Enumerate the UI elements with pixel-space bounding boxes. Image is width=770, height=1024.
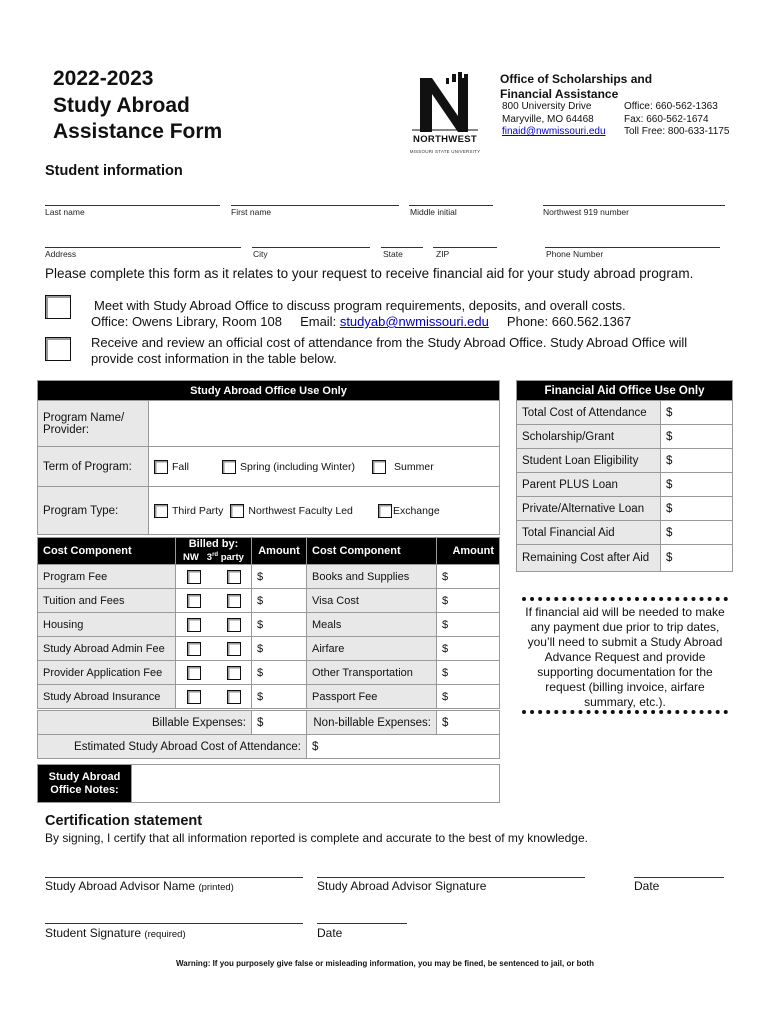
financial-aid-table <box>516 380 733 572</box>
address-label: Address <box>45 249 77 259</box>
col-amount-2: Amount <box>437 538 500 565</box>
nonbillable-total-label: Non-billable Expenses: <box>307 711 437 735</box>
nonbillable-amount-input[interactable] <box>437 661 500 685</box>
step2-checkbox[interactable] <box>45 337 71 361</box>
phone-number-field[interactable] <box>545 247 720 248</box>
billed-by-cell <box>176 613 252 637</box>
currency-sign: $ <box>442 666 449 679</box>
zip-field[interactable] <box>433 247 497 248</box>
billable-amount-input[interactable] <box>252 637 307 661</box>
term-fall-checkbox[interactable] <box>154 460 168 474</box>
last-name-field[interactable] <box>45 205 220 206</box>
currency-sign: $ <box>442 716 449 729</box>
intro-text: Please complete this form as it relates to your request to receive financial aid for your study abroad program. <box>45 266 694 281</box>
currency-sign: $ <box>257 690 264 703</box>
fa-row <box>517 497 733 521</box>
billed-by-cell <box>176 685 252 709</box>
study-abroad-table-top <box>37 380 500 535</box>
billed-by-title: Billed by: <box>188 537 239 550</box>
fa-amount-input[interactable] <box>661 497 733 521</box>
dotted-divider-top <box>522 597 728 601</box>
billable-item-label: Study Abroad Admin Fee <box>38 637 176 661</box>
currency-sign: $ <box>666 478 673 491</box>
middle-initial-field[interactable] <box>409 205 493 206</box>
fa-row-label: Total Cost of Attendance <box>517 401 661 425</box>
type-third-party-checkbox[interactable] <box>154 504 168 518</box>
nonbillable-item-label: Other Transportation <box>307 661 437 685</box>
billed-nw-checkbox[interactable] <box>187 666 201 680</box>
col-billed-by <box>176 538 252 565</box>
billable-total-label: Billable Expenses: <box>38 711 252 735</box>
nonbillable-item-label: Passport Fee <box>307 685 437 709</box>
advisor-date-field[interactable] <box>634 877 724 878</box>
dotted-divider-bottom <box>522 710 728 714</box>
currency-sign: $ <box>257 570 264 583</box>
city-field[interactable] <box>252 247 370 248</box>
nonbillable-amount-input[interactable] <box>437 613 500 637</box>
billable-amount-input[interactable] <box>252 589 307 613</box>
study-abroad-header: Study Abroad Office Use Only <box>38 381 500 401</box>
billable-amount-input[interactable] <box>252 613 307 637</box>
billable-item-label: Provider Application Fee <box>38 661 176 685</box>
step1-phone: Phone: 660.562.1367 <box>506 314 632 329</box>
step1-checkbox[interactable] <box>45 295 71 319</box>
northwest-919-label: Northwest 919 number <box>543 207 629 217</box>
notes-label-line: Study Abroad <box>48 770 121 783</box>
billable-amount-input[interactable] <box>252 685 307 709</box>
term-spring-label: Spring (including Winter) <box>239 460 355 473</box>
student-signature-note: (required) <box>144 929 186 940</box>
cost-row <box>38 685 500 709</box>
advisor-name-note: (printed) <box>198 882 234 893</box>
financial-aid-header: Financial Aid Office Use Only <box>517 381 733 401</box>
advance-request-note: If financial aid will be needed to make any payment due prior to trip dates, you’ll need to submit a Study Abroad Advance Request and provide supporting documentation for the request (billing invoice, airfare summary, etc.). <box>525 605 725 709</box>
estimated-cost-label: Estimated Study Abroad Cost of Attendance: <box>38 735 307 759</box>
billed-third-sup: rd <box>212 551 219 558</box>
notes-label-line: Office Notes: <box>50 783 119 796</box>
currency-sign: $ <box>442 690 449 703</box>
step1-email-label: Email: <box>300 314 337 329</box>
type-exchange-checkbox[interactable] <box>378 504 392 518</box>
nonbillable-item-label: Meals <box>307 613 437 637</box>
cost-row <box>38 565 500 589</box>
term-label: Term of Program: <box>38 447 149 487</box>
billable-item-label: Study Abroad Insurance <box>38 685 176 709</box>
billed-nw-label: NW <box>183 552 199 564</box>
cost-row <box>38 661 500 685</box>
notes-table <box>37 764 500 803</box>
billable-item-label: Program Fee <box>38 565 176 589</box>
billed-nw-checkbox[interactable] <box>187 642 201 656</box>
office-name <box>500 72 652 101</box>
student-signature-field[interactable] <box>45 923 303 924</box>
fa-row <box>517 473 733 497</box>
advisor-signature-field[interactable] <box>317 877 585 878</box>
term-summer-label: Summer <box>394 460 434 473</box>
program-name-label: Program Name/ Provider: <box>38 401 149 447</box>
billed-third-party-checkbox[interactable] <box>227 690 241 704</box>
type-third-party-label: Third Party <box>172 504 224 517</box>
billed-nw-checkbox[interactable] <box>187 690 201 704</box>
title-line: 2022-2023 <box>53 67 154 90</box>
col-cost-component: Cost Component <box>38 538 176 565</box>
term-summer-checkbox[interactable] <box>372 460 386 474</box>
fa-amount-input[interactable] <box>661 425 733 449</box>
student-signature-text: Student Signature <box>45 926 142 940</box>
fa-row <box>517 545 733 572</box>
nonbillable-amount-input[interactable] <box>437 637 500 661</box>
state-field[interactable] <box>381 247 423 248</box>
office-phones <box>624 101 729 139</box>
form-title <box>53 66 222 146</box>
type-exchange-label: Exchange <box>392 504 440 517</box>
nonbillable-item-label: Books and Supplies <box>307 565 437 589</box>
nonbillable-item-label: Visa Cost <box>307 589 437 613</box>
cost-row <box>38 589 500 613</box>
northwest-919-field[interactable] <box>543 205 725 206</box>
advisor-signature-label: Study Abroad Advisor Signature <box>317 879 487 893</box>
student-date-label: Date <box>317 926 343 940</box>
fa-row-label: Scholarship/Grant <box>517 425 661 449</box>
col-cost-component-2: Cost Component <box>307 538 437 565</box>
billed-by-cell <box>176 589 252 613</box>
step2-text: Receive and review an official cost of attendance from the Study Abroad Office. Study Abroad Office will provide cost information in the table below. <box>91 335 688 366</box>
fa-amount-input[interactable] <box>661 521 733 545</box>
currency-sign: $ <box>666 406 673 419</box>
currency-sign: $ <box>666 430 673 443</box>
step1-office: Office: Owens Library, Room 108 <box>91 314 282 329</box>
title-line: Assistance Form <box>53 120 223 143</box>
notes-label <box>38 765 132 803</box>
advisor-date-label: Date <box>634 879 660 893</box>
currency-sign: $ <box>442 642 449 655</box>
fa-amount-input[interactable] <box>661 401 733 425</box>
type-faculty-led-label: Northwest Faculty Led <box>248 504 353 517</box>
advisor-name-field[interactable] <box>45 877 303 878</box>
fa-row-label: Total Financial Aid <box>517 521 661 545</box>
fa-amount-input[interactable] <box>661 473 733 497</box>
billed-nw-checkbox[interactable] <box>187 594 201 608</box>
nonbillable-amount-input[interactable] <box>437 685 500 709</box>
office-email-link[interactable]: finaid@nwmissouri.edu <box>502 126 606 137</box>
city-label: City <box>253 249 268 259</box>
cost-row <box>38 613 500 637</box>
certification-title: Certification statement <box>45 813 203 829</box>
currency-sign: $ <box>442 570 449 583</box>
term-options <box>149 447 500 487</box>
nonbillable-total-input[interactable] <box>437 711 500 735</box>
state-label: State <box>383 249 403 259</box>
zip-label: ZIP <box>436 249 450 259</box>
currency-sign: $ <box>257 716 264 729</box>
first-name-field[interactable] <box>231 205 399 206</box>
cost-table <box>37 537 500 709</box>
term-spring-checkbox[interactable] <box>222 460 236 474</box>
term-fall-label: Fall <box>172 460 189 473</box>
student-signature-label <box>45 926 186 940</box>
notes-input[interactable] <box>132 765 500 803</box>
phone-line: Office: 660-562-1363 <box>624 101 718 112</box>
address-line: 800 University Drive <box>502 101 592 112</box>
step1-contact <box>91 314 734 330</box>
fa-row <box>517 401 733 425</box>
totals-table <box>37 710 500 759</box>
billable-total-input[interactable] <box>252 711 307 735</box>
fa-row <box>517 449 733 473</box>
currency-sign: $ <box>666 552 673 564</box>
fa-row-label: Private/Alternative Loan <box>517 497 661 521</box>
address-field[interactable] <box>45 247 241 248</box>
billable-item-label: Tuition and Fees <box>38 589 176 613</box>
billed-third-party-checkbox[interactable] <box>227 594 241 608</box>
address-line: Maryville, MO 64468 <box>502 113 594 125</box>
currency-sign: $ <box>666 526 673 539</box>
logo-subtext: MISSOURI STATE UNIVERSITY <box>409 149 481 154</box>
currency-sign: $ <box>257 594 264 607</box>
currency-sign: $ <box>442 618 449 631</box>
col-amount: Amount <box>252 538 307 565</box>
title-line: Study Abroad <box>53 93 190 117</box>
currency-sign: $ <box>442 594 449 607</box>
student-info-title: Student information <box>45 163 183 179</box>
logo-wordmark: NORTHWEST <box>413 134 477 145</box>
billed-third-word: party <box>220 552 244 564</box>
currency-sign: $ <box>257 618 264 631</box>
program-name-input[interactable] <box>149 401 500 447</box>
middle-initial-label: Middle initial <box>410 207 457 217</box>
office-name-line: Office of Scholarships and <box>500 72 653 86</box>
warning-text: Warning: If you purposely give false or misleading information, you may be fined, be sentenced to jail, or both <box>176 959 594 968</box>
billable-amount-input[interactable] <box>252 565 307 589</box>
advisor-name-label <box>45 879 234 893</box>
currency-sign: $ <box>666 454 673 467</box>
cost-row <box>38 637 500 661</box>
type-faculty-led-checkbox[interactable] <box>230 504 244 518</box>
currency-sign: $ <box>257 642 264 655</box>
billed-by-subtitle <box>176 550 251 563</box>
billed-nw-checkbox[interactable] <box>187 570 201 584</box>
type-options <box>149 487 500 535</box>
first-name-label: First name <box>231 207 272 217</box>
billable-amount-input[interactable] <box>252 661 307 685</box>
step1-line: Meet with Study Abroad Office to discuss program requirements, deposits, and overall costs. <box>94 298 626 313</box>
phone-line: Fax: 660-562-1674 <box>624 113 709 125</box>
billed-by-cell <box>176 565 252 589</box>
billed-nw-checkbox[interactable] <box>187 618 201 632</box>
nonbillable-amount-input[interactable] <box>437 565 500 589</box>
fa-row <box>517 425 733 449</box>
phone-line: Toll Free: 800-633-1175 <box>624 126 730 137</box>
billed-by-cell <box>176 637 252 661</box>
estimated-cost-input[interactable] <box>307 735 500 759</box>
billable-item-label: Housing <box>38 613 176 637</box>
billed-by-cell <box>176 661 252 685</box>
nonbillable-amount-input[interactable] <box>437 589 500 613</box>
fa-row-label: Parent PLUS Loan <box>517 473 661 497</box>
billed-third-num: 3 <box>206 552 213 564</box>
fa-row-label: Student Loan Eligibility <box>517 449 661 473</box>
currency-sign: $ <box>257 666 264 679</box>
currency-sign: $ <box>666 502 673 515</box>
billed-third-party-checkbox[interactable] <box>227 642 241 656</box>
office-name-line: Financial Assistance <box>500 86 619 101</box>
student-date-field[interactable] <box>317 923 407 924</box>
step1-text <box>91 298 734 330</box>
fa-amount-input[interactable] <box>661 545 733 572</box>
advisor-name-text: Study Abroad Advisor Name <box>45 879 196 893</box>
certification-statement: By signing, I certify that all information reported is complete and accurate to the best of my knowledge. <box>45 831 588 845</box>
nonbillable-item-label: Airfare <box>307 637 437 661</box>
program-type-label: Program Type: <box>38 487 149 535</box>
fa-amount-input[interactable] <box>661 449 733 473</box>
billed-third-party-checkbox[interactable] <box>227 666 241 680</box>
last-name-label: Last name <box>45 207 85 217</box>
currency-sign: $ <box>312 740 319 753</box>
study-abroad-email-link[interactable]: studyab@nwmissouri.edu <box>339 314 489 329</box>
phone-number-label: Phone Number <box>546 249 604 259</box>
billed-third-party-checkbox[interactable] <box>227 570 241 584</box>
fa-row <box>517 521 733 545</box>
office-address <box>502 101 606 139</box>
billed-third-party-checkbox[interactable] <box>227 618 241 632</box>
fa-row-label: Remaining Cost after Aid <box>517 545 661 572</box>
